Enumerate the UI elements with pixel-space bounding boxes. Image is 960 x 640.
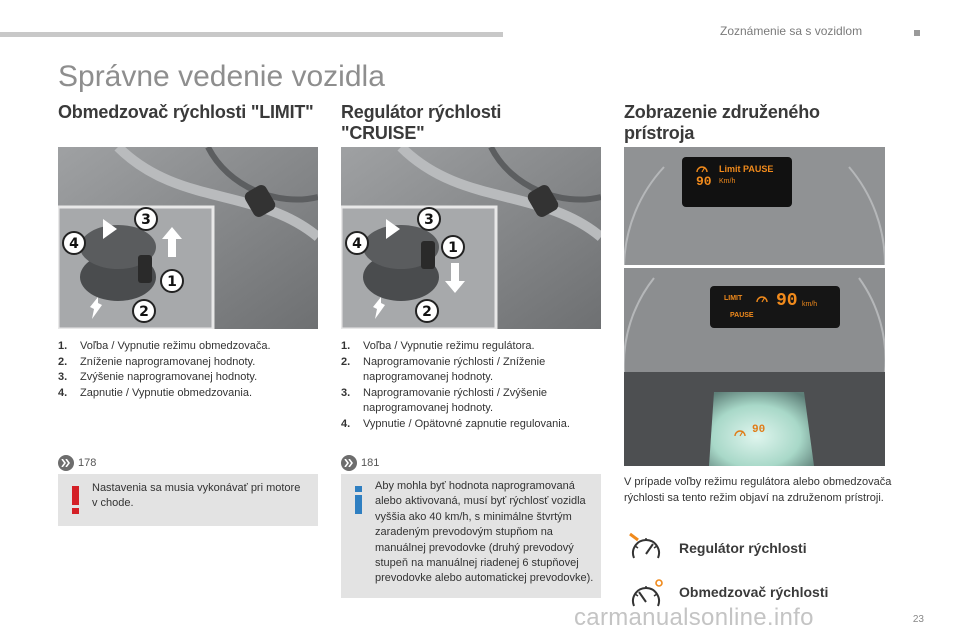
page-reference-link[interactable] xyxy=(341,455,379,471)
head-up-display-photo xyxy=(624,372,885,466)
speedometer-icon xyxy=(696,163,708,173)
cruise-speedometer-icon xyxy=(628,530,664,566)
list-item: 4. Vypnutie / Opätovné zapnutie regulovania. xyxy=(341,417,570,430)
legend-limiter-label: Obmedzovač rýchlosti xyxy=(679,584,829,600)
page-reference-number: 178 xyxy=(78,457,97,469)
list-item: 3. Naprogramovanie rýchlosti / Zvýšenie naprogramovanej hodnoty. xyxy=(341,386,548,414)
chevron-right-icon xyxy=(341,455,357,471)
info-text: Aby mohla byť hodnota naprogramovaná alebo aktivovaná, musí byť rýchlosť vozidla vyššia ako 40 km/h, s minimálne štvrtým zaradeným prevodovým stupňom na manuálnej prevodovke (druhý prevodový stupeň na manuálnej riadenej 6 stupňovej prevodovke alebo automatickej prevodovke). xyxy=(375,480,594,585)
display2-speed: 90 xyxy=(776,291,798,311)
display2-unit: km/h xyxy=(802,301,818,308)
display2-label-bottom: PAUSE xyxy=(730,312,754,319)
page-number: 23 xyxy=(912,614,924,625)
limiter-list xyxy=(58,339,323,401)
svg-text:4: 4 xyxy=(352,236,362,252)
display-description: V prípade voľby režimu regulátora alebo obmedzovača rýchlosti sa tento režim objaví na združenom prístroji. xyxy=(624,476,892,504)
chevron-right-icon xyxy=(58,455,74,471)
list-item: 4. Zapnutie / Vypnutie obmedzovania. xyxy=(58,386,253,399)
chapter-marker xyxy=(914,30,920,36)
display2-label-top: LIMIT xyxy=(724,295,743,302)
svg-text:3: 3 xyxy=(424,212,434,228)
watermark: carmanualsonline.info xyxy=(574,604,814,631)
list-item: 1. Voľba / Vypnutie režimu regulátora. xyxy=(341,340,535,352)
speedometer-icon xyxy=(756,293,768,303)
limiter-controls-photo xyxy=(58,147,318,329)
warning-icon xyxy=(72,486,79,519)
display1-line1: Limit PAUSE xyxy=(719,164,774,174)
info-icon xyxy=(355,486,362,519)
svg-text:4: 4 xyxy=(69,236,79,252)
cruise-list xyxy=(341,339,606,432)
list-item: 3. Zvýšenie naprogramovanej hodnoty. xyxy=(58,371,258,383)
svg-text:1: 1 xyxy=(448,240,458,256)
page-reference-link[interactable] xyxy=(58,455,96,471)
cluster-display-photo-1 xyxy=(624,147,885,265)
legend-cruise-label: Regulátor rýchlosti xyxy=(679,540,807,556)
display3-speed: 90 xyxy=(752,424,766,436)
list-item: 1. Voľba / Vypnutie režimu obmedzovača. xyxy=(58,340,271,352)
info-notice xyxy=(341,474,601,598)
limiter-heading: Obmedzovač rýchlosti "LIMIT" xyxy=(58,102,314,122)
speedometer-icon xyxy=(734,427,746,437)
cluster-display-photo-2 xyxy=(624,268,885,372)
warning-text: Nastavenia sa musia vykonávať pri motore v chode. xyxy=(92,482,301,510)
cruise-heading: Regulátor rýchlosti "CRUISE" xyxy=(341,102,502,143)
display1-speed: 90 xyxy=(696,174,712,189)
svg-text:1: 1 xyxy=(167,274,177,290)
display1-unit: Km/h xyxy=(719,178,736,185)
chapter-title: Zoznámenie sa s vozidlom xyxy=(720,24,863,38)
list-item: 2. Zníženie naprogramovanej hodnoty. xyxy=(58,355,256,368)
page-reference-number: 181 xyxy=(361,457,380,469)
display-heading: Zobrazenie združeného prístroja xyxy=(624,102,820,143)
warning-notice xyxy=(58,474,318,526)
cruise-controls-photo xyxy=(341,147,601,329)
svg-text:2: 2 xyxy=(422,304,432,320)
svg-text:2: 2 xyxy=(139,304,149,320)
page-title: Správne vedenie vozidla xyxy=(58,60,385,93)
header-rule xyxy=(0,32,503,37)
list-item: 2. Naprogramovanie rýchlosti / Zníženie naprogramovanej hodnoty. xyxy=(341,355,546,383)
svg-text:3: 3 xyxy=(141,212,151,228)
